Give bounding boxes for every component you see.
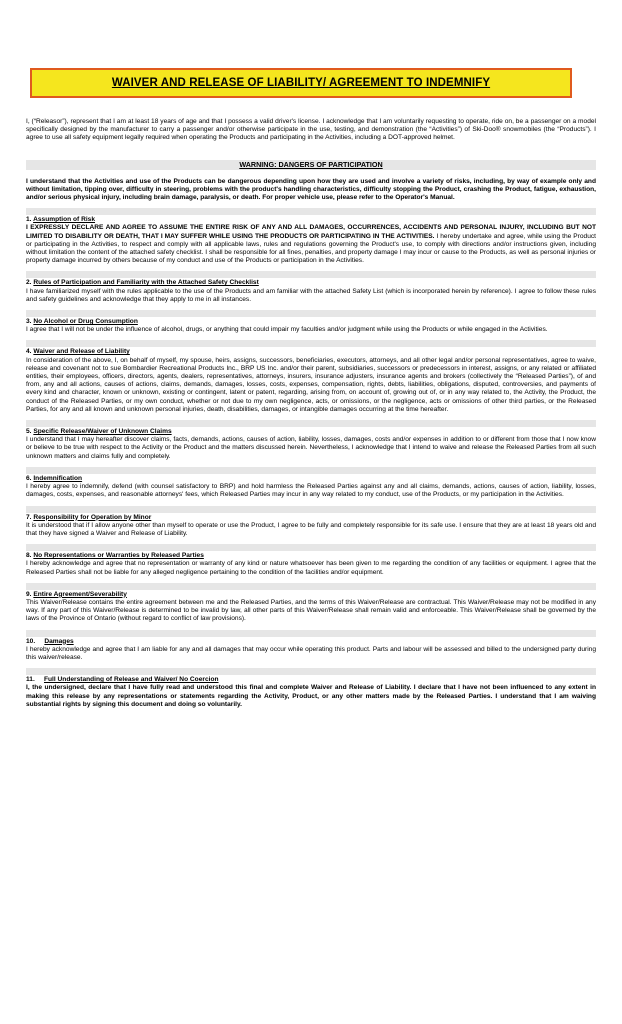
section-divider-bar: [26, 340, 596, 347]
section-divider-bar: [26, 420, 596, 427]
section-body-text: I hereby acknowledge and agree that I am liable for any and all damages that may occur while operating this product. Parts and labour will be assessed and billed to the undersigned party during this waiver/release.: [26, 645, 596, 661]
section-body: [26, 684, 596, 709]
section-title: Entire Agreement/Severability: [33, 590, 127, 598]
warning-heading: WARNING: DANGERS OF PARTICIPATION: [239, 160, 383, 170]
section-number: 6.: [26, 474, 32, 482]
section-body: [26, 288, 596, 304]
section-heading: [26, 676, 596, 684]
section-body: [26, 483, 596, 499]
section-divider-bar: [26, 630, 596, 637]
section-body: [26, 646, 596, 662]
title-banner: [30, 68, 572, 98]
intro-paragraph: I, (“Releasor”), represent that I am at least 18 years of age and that I possess a valid driver's license. I acknowledge that I am voluntarily requesting to operate, ride on, be a passenger on a model specifically designed by the manufacturer to carry a passenger and/or otherwise participate in the use, testing, and demonstration (the “Activities”) of Ski-Doo® snowmobiles (the “Products”). I agree to use all safety equipment legally required when operating the Products and participating in the Activities, including a DOT-approved helmet.: [26, 118, 596, 142]
section-heading: [26, 348, 596, 356]
section-heading: [26, 475, 596, 483]
section-heading: [26, 514, 596, 522]
section-body-text: I agree that I will not be under the influence of alcohol, drugs, or anything that could impair my faculties and/or judgment while using the Products or while engaged in the Activities.: [26, 326, 548, 334]
section-body: [26, 436, 596, 461]
section-heading: [26, 428, 596, 436]
section-divider-bar: [26, 310, 596, 317]
section-body: [26, 560, 596, 576]
section-title: Waiver and Release of Liability: [33, 348, 130, 356]
section-body-text: I have familiarized myself with the rules applicable to the use of the Products and am familiar with the attached Safety List (which is incorporated herein by reference). I agree to follow these rules and safety guidelines and acknowledge that they apply to me in all instances.: [26, 287, 596, 303]
section-heading: [26, 638, 596, 646]
section-heading: [26, 279, 596, 287]
section-heading: [26, 552, 596, 560]
section-divider-bar: [26, 271, 596, 278]
section-body: [26, 522, 596, 538]
section-title: No Alcohol or Drug Consumption: [33, 318, 138, 326]
section-divider-bar: [26, 668, 596, 675]
section-title: Rules of Participation and Familiarity with the Attached Safety Checklist: [33, 279, 259, 287]
sections-list: [26, 208, 596, 709]
section-heading: [26, 216, 596, 224]
section-title: Indemnification: [33, 474, 83, 482]
section-body: [26, 357, 596, 414]
section-heading: [26, 591, 596, 599]
section-body-text: I hereby undertake and agree, while using the Product or participating in the Activities, to respect and comply with all applicable laws, rules and regulations governing the Product's use, to comply with directions and/or instructions given, including without limitation the content of the attached safety checklist. I shall be responsible for all fines, penalties, and property damage I may incur or cause to the Products, as well as personal injuries or property damage incurred by others because of my conduct and use of the Products or participation in the Activities.: [26, 232, 596, 265]
section-body-text: I hereby agree to indemnify, defend (with counsel satisfactory to BRP) and hold harmless the Released Parties against any and all claims, demands, actions, causes of action, liability, losses, damages, costs, expenses, and reasonable attorneys' fees, which Released Parties may incur in any way related to my conduct, use of the Products, or my participation in the Activities.: [26, 483, 596, 499]
section-body-text: I hereby acknowledge and agree that no representation or warranty of any kind or nature whatsoever has been given to me regarding the condition of any facilities or equipment. I agree that the Released Parties shall not be liable for any alleged negligence pertaining to the condition of the facilities and/or equipment.: [26, 560, 596, 576]
section-body-text: I understand that I may hereafter discover claims, facts, demands, actions, causes of action, liability, losses, damages, costs and/or expenses in addition to or different from those that I now know or believe to be true with respect to the Activity or the Product and the matters discussed herein. Nevertheless, I acknowledge that I intend to waive and release the Released Parties from all such unknown matters and claims fully and completely.: [26, 436, 596, 460]
section-title: No Representations or Warranties by Released Parties: [33, 552, 204, 560]
section-number: 5.: [26, 428, 32, 436]
section-title: Responsibility for Operation by Minor: [33, 513, 152, 521]
section-number: 2.: [26, 279, 32, 287]
section-body-text: It is understood that if I allow anyone other than myself to operate or use the Product, I agree to be fully and completely responsible for its safe use. I ensure that they are at least 18 years old and that they have signed a Waiver and Release of Liability.: [26, 521, 596, 537]
section-divider-bar: [26, 544, 596, 551]
section-number: 4.: [26, 348, 32, 356]
section-title: Specific Release/Waiver of Unknown Claims: [33, 428, 172, 436]
section-number: 3.: [26, 318, 32, 326]
section-body: [26, 599, 596, 624]
section-divider-bar: [26, 208, 596, 215]
section-number: 8.: [26, 552, 32, 560]
document-title: WAIVER AND RELEASE OF LIABILITY/ AGREEMENT TO INDEMNIFY: [111, 77, 491, 89]
section-number: 11.: [26, 676, 35, 684]
section-number: 1.: [26, 216, 32, 224]
section-body: [26, 326, 596, 334]
section-heading: [26, 318, 596, 326]
section-divider-bar: [26, 506, 596, 513]
warning-body: I understand that the Activities and use of the Products can be dangerous depending upon how they are used and involve a variety of risks, including, by way of example only and without limitation, tipping over, difficulty in steering, problems with the product's handling characteristics, difficulty stopping the Product, crashing the Product, fatigue, exhaustion, and/or serious physical injury, including brain damage, paralysis, or death. For proper vehicle use, please refer to the Operator's Manual.: [26, 177, 596, 202]
section-body: [26, 224, 596, 265]
section-bold-lead: I EXPRESSLY DECLARE AND AGREE TO ASSUME THE ENTIRE RISK OF ANY AND ALL DAMAGES, OCCURRENCES, ACCIDENTS AND PERSONAL INJURY, INCLUDING BUT NOT LIMITED TO DISABILITY OR DEATH, THAT I MAY SUFFER WHILE USING THE PRODUCTS OR PARTICIPATING IN THE ACTIVITIES.: [26, 224, 596, 240]
section-body-text: In consideration of the above, I, on behalf of myself, my spouse, heirs, assigns, successors, beneficiaries, executors, attorneys, and all other legal and/or personal representatives, agree to waive, release and covenant not to sue Bombardier Recreational Products Inc., BRP US Inc. and/or their parent, subsidiaries, successors or predecessors in interest, assigns, or any related or affiliated entities, their employees, officers, directors, agents, dealers, representatives, attorneys, insurers, insurance adjusters, insurance agents and brokers (collectively the “Released Parties”), of and from, any and all actions, causes of actions, claims, demands, damages, losses, costs, expenses, compensation, rights, debts, liabilities, obligations, disputed, controversies, and payments of every kind and character, known or unknown, existing or contingent, latent or patent, regarding, arising from, on account of, growing out of, or in any way related to, the Activity, the Product, the conduct of the Released Parties, or my own conduct, whether or not due to my own negligence, acts, or omissions, or the negligence, acts or omissions of other third parties, or the Released Parties, for any and all known and unknown personal injuries, death, disabilities, damages, or intangible damages occurring at the time hereafter.: [26, 356, 596, 413]
section-number: 10.: [26, 637, 36, 645]
section-title: Damages: [44, 637, 74, 645]
warning-heading-bar: [26, 160, 596, 170]
section-title: Full Understanding of Release and Waiver/ No Coercion: [43, 676, 219, 684]
section-title: Assumption of Risk: [33, 216, 96, 224]
document-page: [26, 68, 596, 709]
section-bold-lead: I, the undersigned, declare that I have fully read and understood this final and complete Waiver and Release of Liability. I declare that I have not been influenced to any extent in making this release by any representations or statements regarding the Activity, Product, or any other matters made by the Released Parties. I understand that I am waiving substantial rights by signing this document and doing so voluntarily.: [26, 684, 596, 708]
section-number: 9.: [26, 590, 32, 598]
section-body-text: This Waiver/Release contains the entire agreement between me and the Released Parties, and the terms of this Waiver/Release are contractual. This Waiver/Release may not be modified in any way. If any part of this Waiver/Release is determined to be invalid by law, all other parts of this Waiver/Release shall remain valid and enforceable. This Waiver/Release shall be governed by the laws of the Province of Ontario (without regard to conflict of law provisions).: [26, 598, 596, 623]
section-divider-bar: [26, 583, 596, 590]
section-number: 7.: [26, 513, 32, 521]
section-divider-bar: [26, 467, 596, 474]
